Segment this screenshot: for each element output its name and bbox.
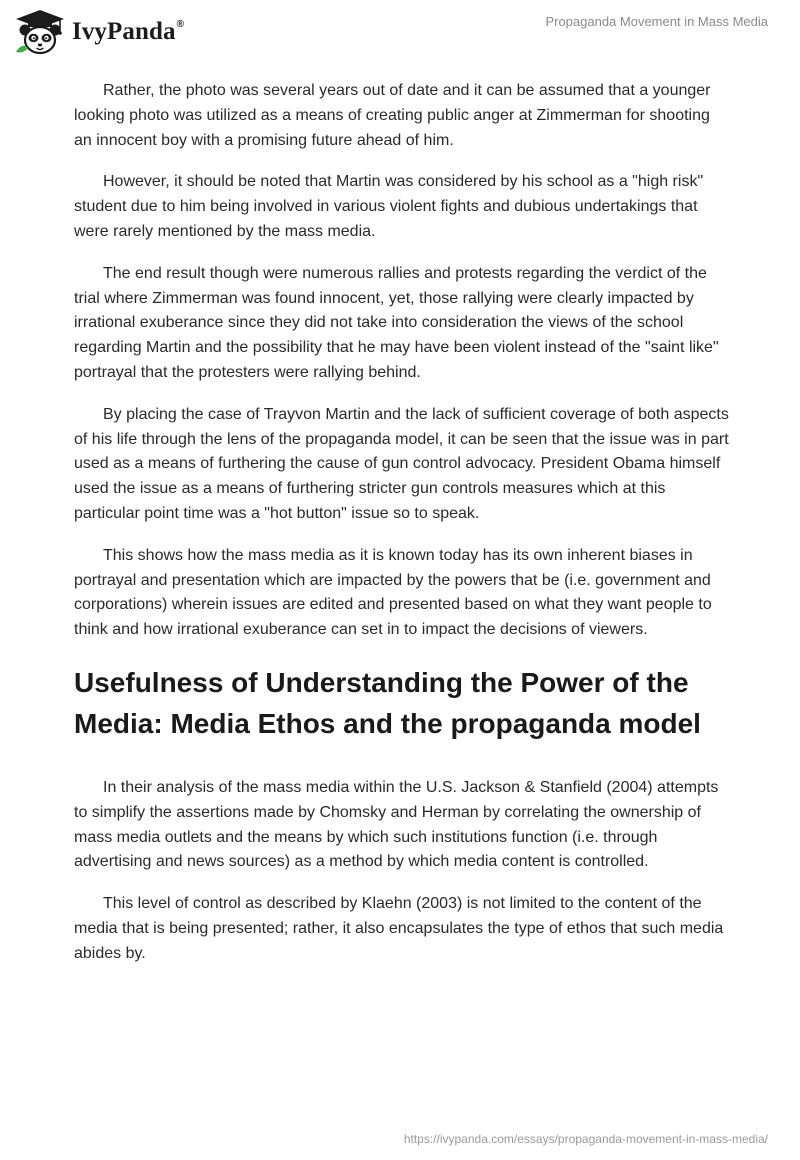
paragraph: In their analysis of the mass media within the U.S. Jackson & Stanfield (2004) attempts to simplify the assertions made by Chomsky and Herman by correlating the ownership of mass media outlets and the means by which such institutions function (i.e. through advertising and news sources) as a method by which media content is controlled.	[74, 778, 719, 871]
paragraph: However, it should be noted that Martin was considered by his school as a "high risk" student due to him being involved in various violent fights and dubious undertakings that were rarely mentioned by the mass media.	[74, 173, 704, 240]
source-url[interactable]: https://ivypanda.com/essays/propaganda-movement-in-mass-media/	[403, 1132, 768, 1146]
panda-graduate-icon	[14, 8, 66, 56]
document-title: Propaganda Movement in Mass Media	[545, 14, 768, 29]
logo-wordmark: IvyPanda®	[72, 18, 185, 45]
paragraph: The end result though were numerous rallies and protests regarding the verdict of the trial where Zimmerman was found innocent, yet, those rallying were clearly impacted by irrational exuberance since they did not take into consideration the views of the school regarding Martin and the possibility that he may have been violent instead of the "saint like" portrayal that the protesters were rallying behind.	[74, 264, 719, 381]
paragraph: By placing the case of Trayvon Martin and the lack of sufficient coverage of both aspects of his life through the lens of the propaganda model, it can be seen that the issue was in part used as a means of furthering the cause of gun control advocacy. President Obama himself used the issue as a means of furthering stricter gun controls measures which at this particular point time was a "hot button" issue so to speak.	[74, 405, 729, 522]
registered-mark: ®	[176, 18, 185, 30]
section-heading: Usefulness of Understanding the Power of the Media: Media Ethos and the propaganda model	[74, 666, 701, 739]
page-header	[0, 0, 800, 70]
ivypanda-logo[interactable]	[14, 8, 184, 56]
paragraph: Rather, the photo was several years out of date and it can be assumed that a younger looking photo was utilized as a means of creating public anger at Zimmerman for shooting an innocent boy with a promising future ahead of him.	[74, 82, 711, 149]
paragraph: This level of control as described by Klaehn (2003) is not limited to the content of the media that is being presented; rather, it also encapsulates the type of ethos that such media abides by.	[74, 895, 724, 962]
paragraph: This shows how the mass media as it is known today has its own inherent biases in portrayal and presentation which are impacted by the powers that be (i.e. government and corporations) wherein issues are edited and presented based on what they want people to think and how irrational exuberance can set in to impact the decisions of viewers.	[74, 546, 712, 639]
essay-body	[74, 79, 729, 984]
